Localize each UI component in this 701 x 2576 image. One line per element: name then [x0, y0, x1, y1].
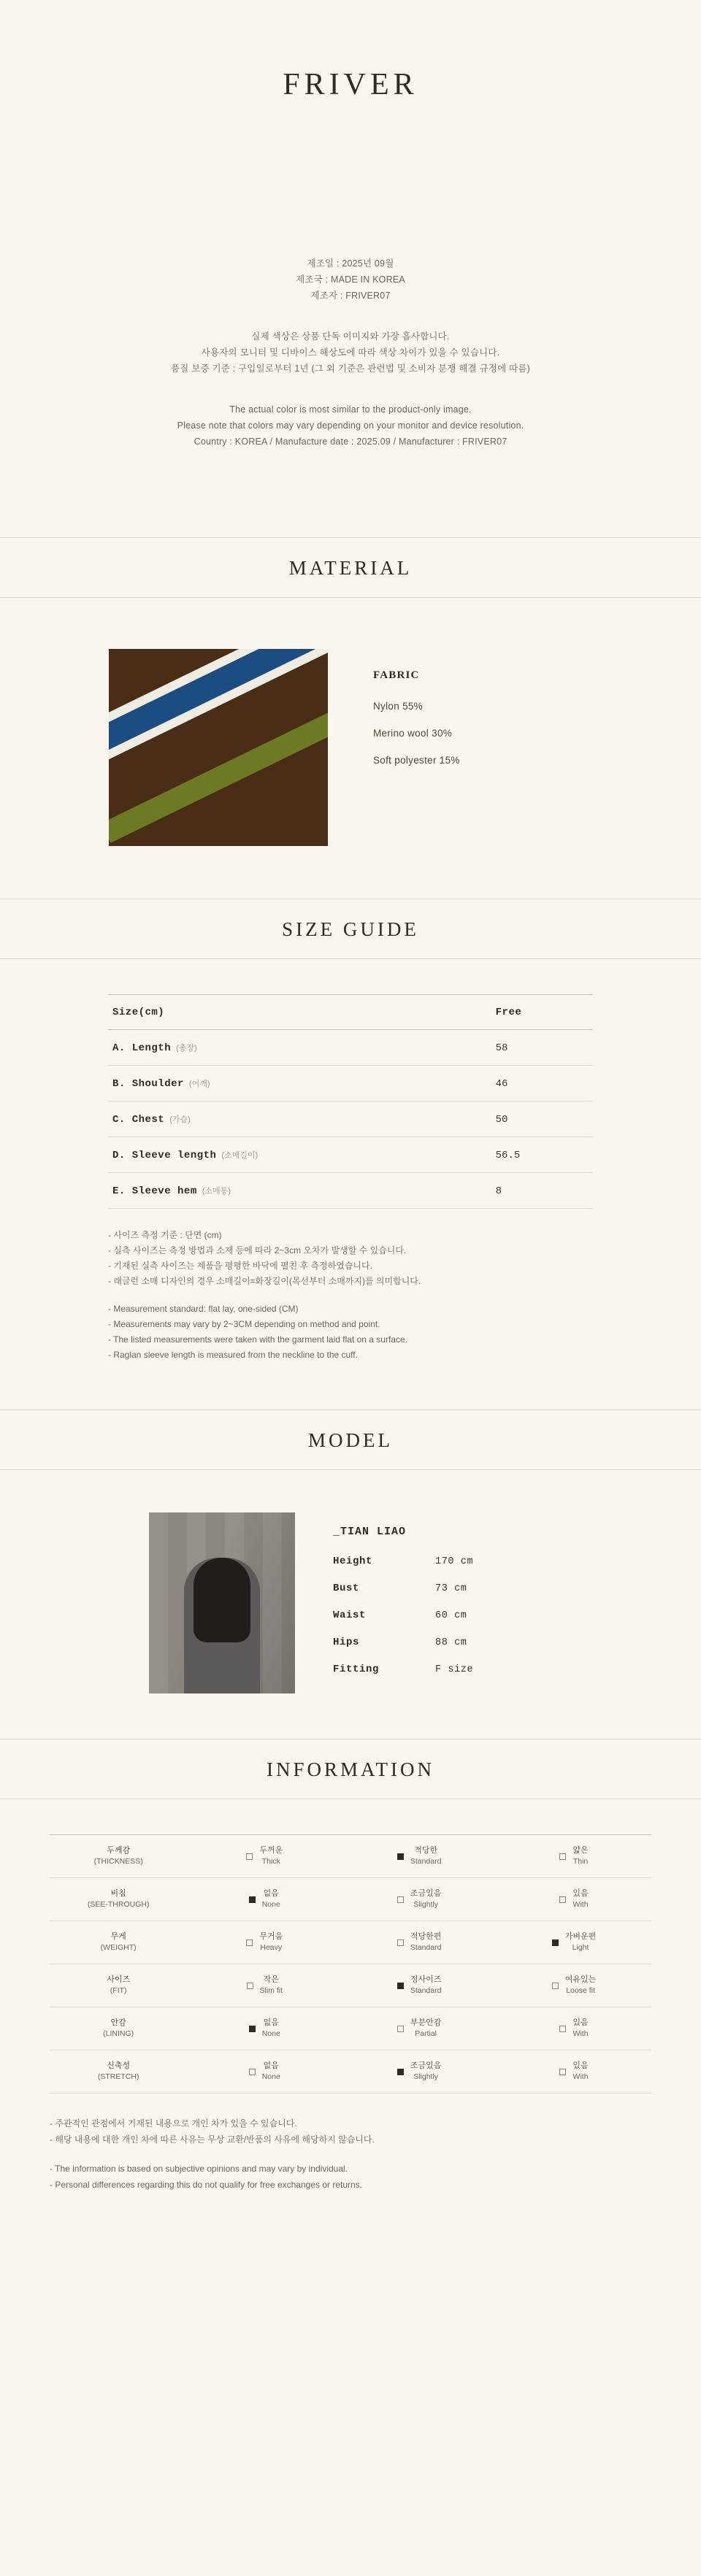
notice-ko-3: 품질 보증 기준 : 구입일로부터 1년 (그 외 기준은 관련법 및 소비자 분쟁 해결 규정에 따름) [171, 364, 530, 374]
option-text [410, 1888, 442, 1910]
size-row-label-d [108, 1137, 478, 1173]
table-row [108, 1137, 593, 1173]
size-row-value-e: 8 [478, 1173, 593, 1209]
size-col-header: Size(cm) [108, 995, 478, 1030]
measure-value: 88 cm [435, 1637, 467, 1648]
measure-key: Hips [333, 1637, 360, 1648]
category-en: (SEE-THROUGH) [87, 1900, 150, 1909]
option-ko: 없음 [263, 2018, 279, 2027]
option-ko: 있음 [572, 2018, 589, 2027]
information-notes [50, 2115, 651, 2193]
option-en: Thick [261, 1857, 280, 1866]
table-row [50, 2007, 651, 2050]
option-text [410, 1845, 442, 1867]
info-option[interactable] [342, 2050, 497, 2094]
model-info [333, 1512, 552, 1691]
option-ko: 얇은 [572, 1846, 589, 1855]
checkbox-icon[interactable] [246, 1853, 253, 1860]
size-label-ko: (어깨) [188, 1080, 210, 1088]
option-text [259, 1845, 283, 1867]
measure-value: 60 cm [435, 1610, 467, 1621]
info-option[interactable] [187, 1964, 342, 2007]
option-en: Partial [415, 2029, 437, 2038]
checkbox-icon[interactable] [249, 2026, 256, 2032]
info-option[interactable] [187, 2007, 342, 2050]
info-option[interactable] [497, 1921, 651, 1964]
option-en: Slightly [413, 1900, 439, 1909]
section-header-information [0, 1739, 701, 1799]
size-note-en-4: - Raglan sleeve length is measured from the neckline to the cuff. [108, 1350, 358, 1360]
option-text [410, 1975, 442, 1996]
option-text [565, 1931, 597, 1953]
option-text [262, 2061, 280, 2083]
notice-en-3: Country : KOREA / Manufacture date : 2025.09 / Manufacturer : FRIVER07 [194, 437, 507, 447]
size-label-ko: (소매길이) [221, 1151, 258, 1160]
checkbox-icon[interactable] [559, 1896, 566, 1903]
category-en: (LINING) [103, 2029, 134, 2038]
option-ko: 조금있음 [410, 1889, 442, 1898]
section-header-material [0, 537, 701, 598]
brand-header [0, 0, 701, 102]
size-note-ko-2: - 실측 사이즈는 측정 방법과 소재 등에 따라 2~3cm 오차가 발생할 수 있습니다. [108, 1245, 407, 1256]
info-option[interactable] [342, 1964, 497, 2007]
size-note-en-1: - Measurement standard: flat lay, one-sided (CM) [108, 1304, 299, 1314]
model-section [0, 1470, 701, 1739]
size-label-text: C. Chest [112, 1114, 165, 1126]
model-name: _TIAN LIAO [333, 1526, 407, 1538]
checkbox-icon[interactable] [397, 1853, 404, 1860]
size-col-value-header: Free [478, 995, 593, 1030]
option-text [572, 1888, 588, 1910]
checkbox-icon[interactable] [397, 2069, 404, 2075]
option-ko: 가벼운편 [564, 1932, 597, 1941]
size-row-label-e [108, 1173, 478, 1209]
info-category-stretch [50, 2050, 187, 2094]
measure-value: 73 cm [435, 1583, 467, 1594]
size-row-label-a [108, 1030, 478, 1066]
checkbox-icon[interactable] [397, 1939, 404, 1946]
checkbox-icon[interactable] [552, 1983, 559, 1989]
fabric-stripes [109, 649, 328, 846]
info-option[interactable] [497, 1964, 651, 2007]
info-option[interactable] [342, 1835, 497, 1878]
category-ko: 비침 [110, 1889, 126, 1898]
option-text [572, 1845, 588, 1867]
measure-key: Waist [333, 1610, 367, 1621]
option-ko: 적당한편 [410, 1932, 442, 1941]
checkbox-icon[interactable] [397, 1983, 404, 1989]
category-en: (STRETCH) [97, 2072, 139, 2081]
table-row [50, 1878, 651, 1921]
table-row [108, 1066, 593, 1101]
info-category-fit [50, 1964, 187, 2007]
model-hair [194, 1558, 250, 1642]
size-row-value-d: 56.5 [478, 1137, 593, 1173]
option-ko: 정사이즈 [410, 1975, 442, 1984]
table-row [50, 2050, 651, 2094]
checkbox-icon[interactable] [559, 2026, 566, 2032]
option-en: Loose fit [566, 1986, 595, 1995]
brand-logo: FRIVER [283, 68, 418, 101]
measure-key: Height [333, 1556, 373, 1567]
category-ko: 신축성 [107, 2061, 131, 2070]
size-row-value-b: 46 [478, 1066, 593, 1101]
info-option[interactable] [497, 1878, 651, 1921]
info-note-ko-2: - 해당 내용에 대한 개인 차에 따른 사유는 무상 교환/반품의 사유에 해당하지 않습니다. [50, 2134, 375, 2145]
option-en: None [261, 2072, 280, 2081]
option-ko: 여유있는 [564, 1975, 597, 1984]
size-guide-section [0, 959, 701, 1385]
option-ko: 무거움 [259, 1932, 283, 1941]
table-row [108, 1173, 593, 1209]
info-option[interactable] [497, 1835, 651, 1878]
size-note-en-2: - Measurements may vary by 2~3CM depending on method and point. [108, 1319, 380, 1329]
size-row-label-c [108, 1101, 478, 1137]
table-row [50, 1964, 651, 2007]
size-label-text: D. Sleeve length [112, 1150, 217, 1161]
size-label-ko: (소매통) [202, 1187, 231, 1196]
checkbox-icon[interactable] [397, 2026, 404, 2032]
size-note-en-3: - The listed measurements were taken with the garment laid flat on a surface. [108, 1334, 407, 1345]
information-table-body [50, 1835, 651, 2094]
info-category-see-through [50, 1878, 187, 1921]
fabric-composition-3: Soft polyester 15% [373, 755, 460, 766]
size-note-ko-1: - 사이즈 측정 기준 : 단면 (cm) [108, 1230, 222, 1240]
manufacture-date: 제조일 : 2025년 09월 [307, 258, 394, 269]
option-ko: 없음 [263, 1889, 279, 1898]
option-ko: 있음 [572, 1889, 589, 1898]
info-option[interactable] [342, 1878, 497, 1921]
size-row-label-b [108, 1066, 478, 1101]
section-title-information: INFORMATION [266, 1758, 434, 1780]
option-text [410, 1931, 442, 1953]
category-ko: 사이즈 [107, 1975, 131, 1984]
size-label-ko: (가슴) [169, 1115, 191, 1124]
size-row-value-a: 58 [478, 1030, 593, 1066]
option-text [262, 1888, 280, 1910]
information-table [50, 1834, 651, 2094]
info-category-lining [50, 2007, 187, 2050]
category-en: (THICKNESS) [93, 1857, 143, 1866]
model-measure-fitting [333, 1664, 552, 1675]
option-ko: 적당한 [414, 1846, 438, 1855]
info-note-en-1: - The information is based on subjective opinions and may vary by individual. [50, 2164, 348, 2174]
checkbox-icon[interactable] [559, 1853, 566, 1860]
option-en: With [572, 2029, 589, 2038]
measure-value: 170 cm [435, 1556, 474, 1567]
notice-ko-2: 사용자의 모니터 및 디바이스 해상도에 따라 색상 차이가 있을 수 있습니다. [201, 347, 500, 358]
manufacturer: 제조자 : FRIVER07 [310, 291, 391, 301]
option-ko: 두꺼운 [259, 1846, 283, 1855]
info-option[interactable] [342, 2007, 497, 2050]
size-row-value-c: 50 [478, 1101, 593, 1137]
measure-key: Bust [333, 1583, 360, 1594]
category-ko: 두께감 [107, 1846, 131, 1855]
option-ko: 부분안감 [410, 2018, 442, 2027]
option-en: None [261, 2029, 280, 2038]
checkbox-icon[interactable] [552, 1939, 559, 1946]
info-note-ko-1: - 주관적인 관점에서 기재된 내용으로 개인 차가 있을 수 있습니다. [50, 2118, 297, 2129]
model-measure-hips [333, 1637, 552, 1648]
notice-ko-1: 실제 색상은 상품 단독 이미지와 가장 흡사합니다. [251, 331, 450, 342]
table-row [50, 1835, 651, 1878]
checkbox-icon[interactable] [246, 1939, 253, 1946]
section-title-size-guide: SIZE GUIDE [282, 918, 419, 940]
category-ko: 무게 [110, 1932, 126, 1941]
section-title-model: MODEL [308, 1429, 393, 1451]
model-measure-height [333, 1556, 552, 1567]
option-text [572, 2018, 588, 2039]
size-table-body [108, 1030, 593, 1209]
option-en: Slightly [413, 2072, 439, 2081]
info-option[interactable] [187, 1878, 342, 1921]
option-en: None [261, 1900, 280, 1909]
option-en: Light [572, 1943, 589, 1952]
option-en: Standard [410, 1857, 442, 1866]
checkbox-icon[interactable] [249, 2069, 256, 2075]
size-label-text: A. Length [112, 1042, 172, 1054]
model-measure-waist [333, 1610, 552, 1621]
option-en: Heavy [260, 1943, 283, 1952]
measure-value: F size [435, 1664, 474, 1675]
info-option[interactable] [187, 1835, 342, 1878]
table-row [50, 1921, 651, 1964]
information-section [0, 1799, 701, 2234]
option-en: Slim fit [259, 1986, 283, 1995]
bottom-spacer [0, 2234, 701, 2277]
size-note-ko-4: - 래글런 소매 디자인의 경우 소매길이=화장길이(목선부터 소매까지)를 의미합니다. [108, 1276, 421, 1286]
section-title-material: MATERIAL [288, 557, 413, 579]
info-option[interactable] [187, 1921, 342, 1964]
option-ko: 작은 [263, 1975, 279, 1984]
table-row [108, 1101, 593, 1137]
option-ko: 조금있음 [410, 2061, 442, 2070]
option-en: Standard [410, 1943, 442, 1952]
measure-key: Fitting [333, 1664, 380, 1675]
option-text [410, 2018, 442, 2039]
fabric-composition-2: Merino wool 30% [373, 728, 453, 739]
info-option[interactable] [187, 2050, 342, 2094]
fabric-info [373, 649, 592, 782]
section-header-model [0, 1410, 701, 1470]
option-text [410, 2061, 442, 2083]
fabric-title: FABRIC [373, 669, 420, 681]
size-note-ko-3: - 기재된 실측 사이즈는 제품을 평평한 바닥에 펼친 후 측정하였습니다. [108, 1261, 372, 1271]
info-option[interactable] [497, 2050, 651, 2094]
option-text [565, 1975, 597, 1996]
manufacture-country: 제조국 : MADE IN KOREA [296, 274, 405, 285]
category-en: (WEIGHT) [100, 1943, 137, 1952]
option-en: Thin [572, 1857, 589, 1866]
category-ko: 안감 [110, 2018, 126, 2027]
section-header-size-guide [0, 899, 701, 959]
option-ko: 없음 [263, 2061, 279, 2070]
checkbox-icon[interactable] [249, 1896, 256, 1903]
option-en: With [572, 2072, 589, 2081]
size-label-ko: (총장) [176, 1044, 197, 1053]
size-label-text: E. Sleeve hem [112, 1185, 197, 1197]
size-table-head [108, 995, 593, 1030]
checkbox-icon[interactable] [247, 1983, 253, 1989]
fabric-composition-1: Nylon 55% [373, 701, 423, 712]
table-row [108, 1030, 593, 1066]
notice-en-1: The actual color is most similar to the product-only image. [229, 404, 472, 415]
notice-en-2: Please note that colors may vary depending on your monitor and device resolution. [177, 420, 524, 431]
info-category-weight [50, 1921, 187, 1964]
model-photo [149, 1512, 295, 1693]
info-note-en-2: - Personal differences regarding this do not qualify for free exchanges or returns. [50, 2180, 363, 2190]
size-table [108, 994, 593, 1209]
checkbox-icon[interactable] [397, 1896, 404, 1903]
table-header-row [108, 995, 593, 1030]
option-en: With [572, 1900, 589, 1909]
info-option[interactable] [342, 1921, 497, 1964]
fabric-swatch-image [109, 649, 328, 846]
checkbox-icon[interactable] [559, 2069, 566, 2075]
size-label-text: B. Shoulder [112, 1078, 184, 1090]
option-en: Standard [410, 1986, 442, 1995]
material-section [0, 598, 701, 899]
info-category-thickness [50, 1835, 187, 1878]
intro-block [0, 255, 701, 450]
option-text [572, 2061, 588, 2083]
category-en: (FIT) [110, 1986, 127, 1995]
option-text [259, 1931, 283, 1953]
option-text [262, 2018, 280, 2039]
model-measure-bust [333, 1583, 552, 1594]
size-notes [108, 1228, 593, 1363]
info-option[interactable] [497, 2007, 651, 2050]
option-ko: 있음 [572, 2061, 589, 2070]
option-text [260, 1975, 283, 1996]
